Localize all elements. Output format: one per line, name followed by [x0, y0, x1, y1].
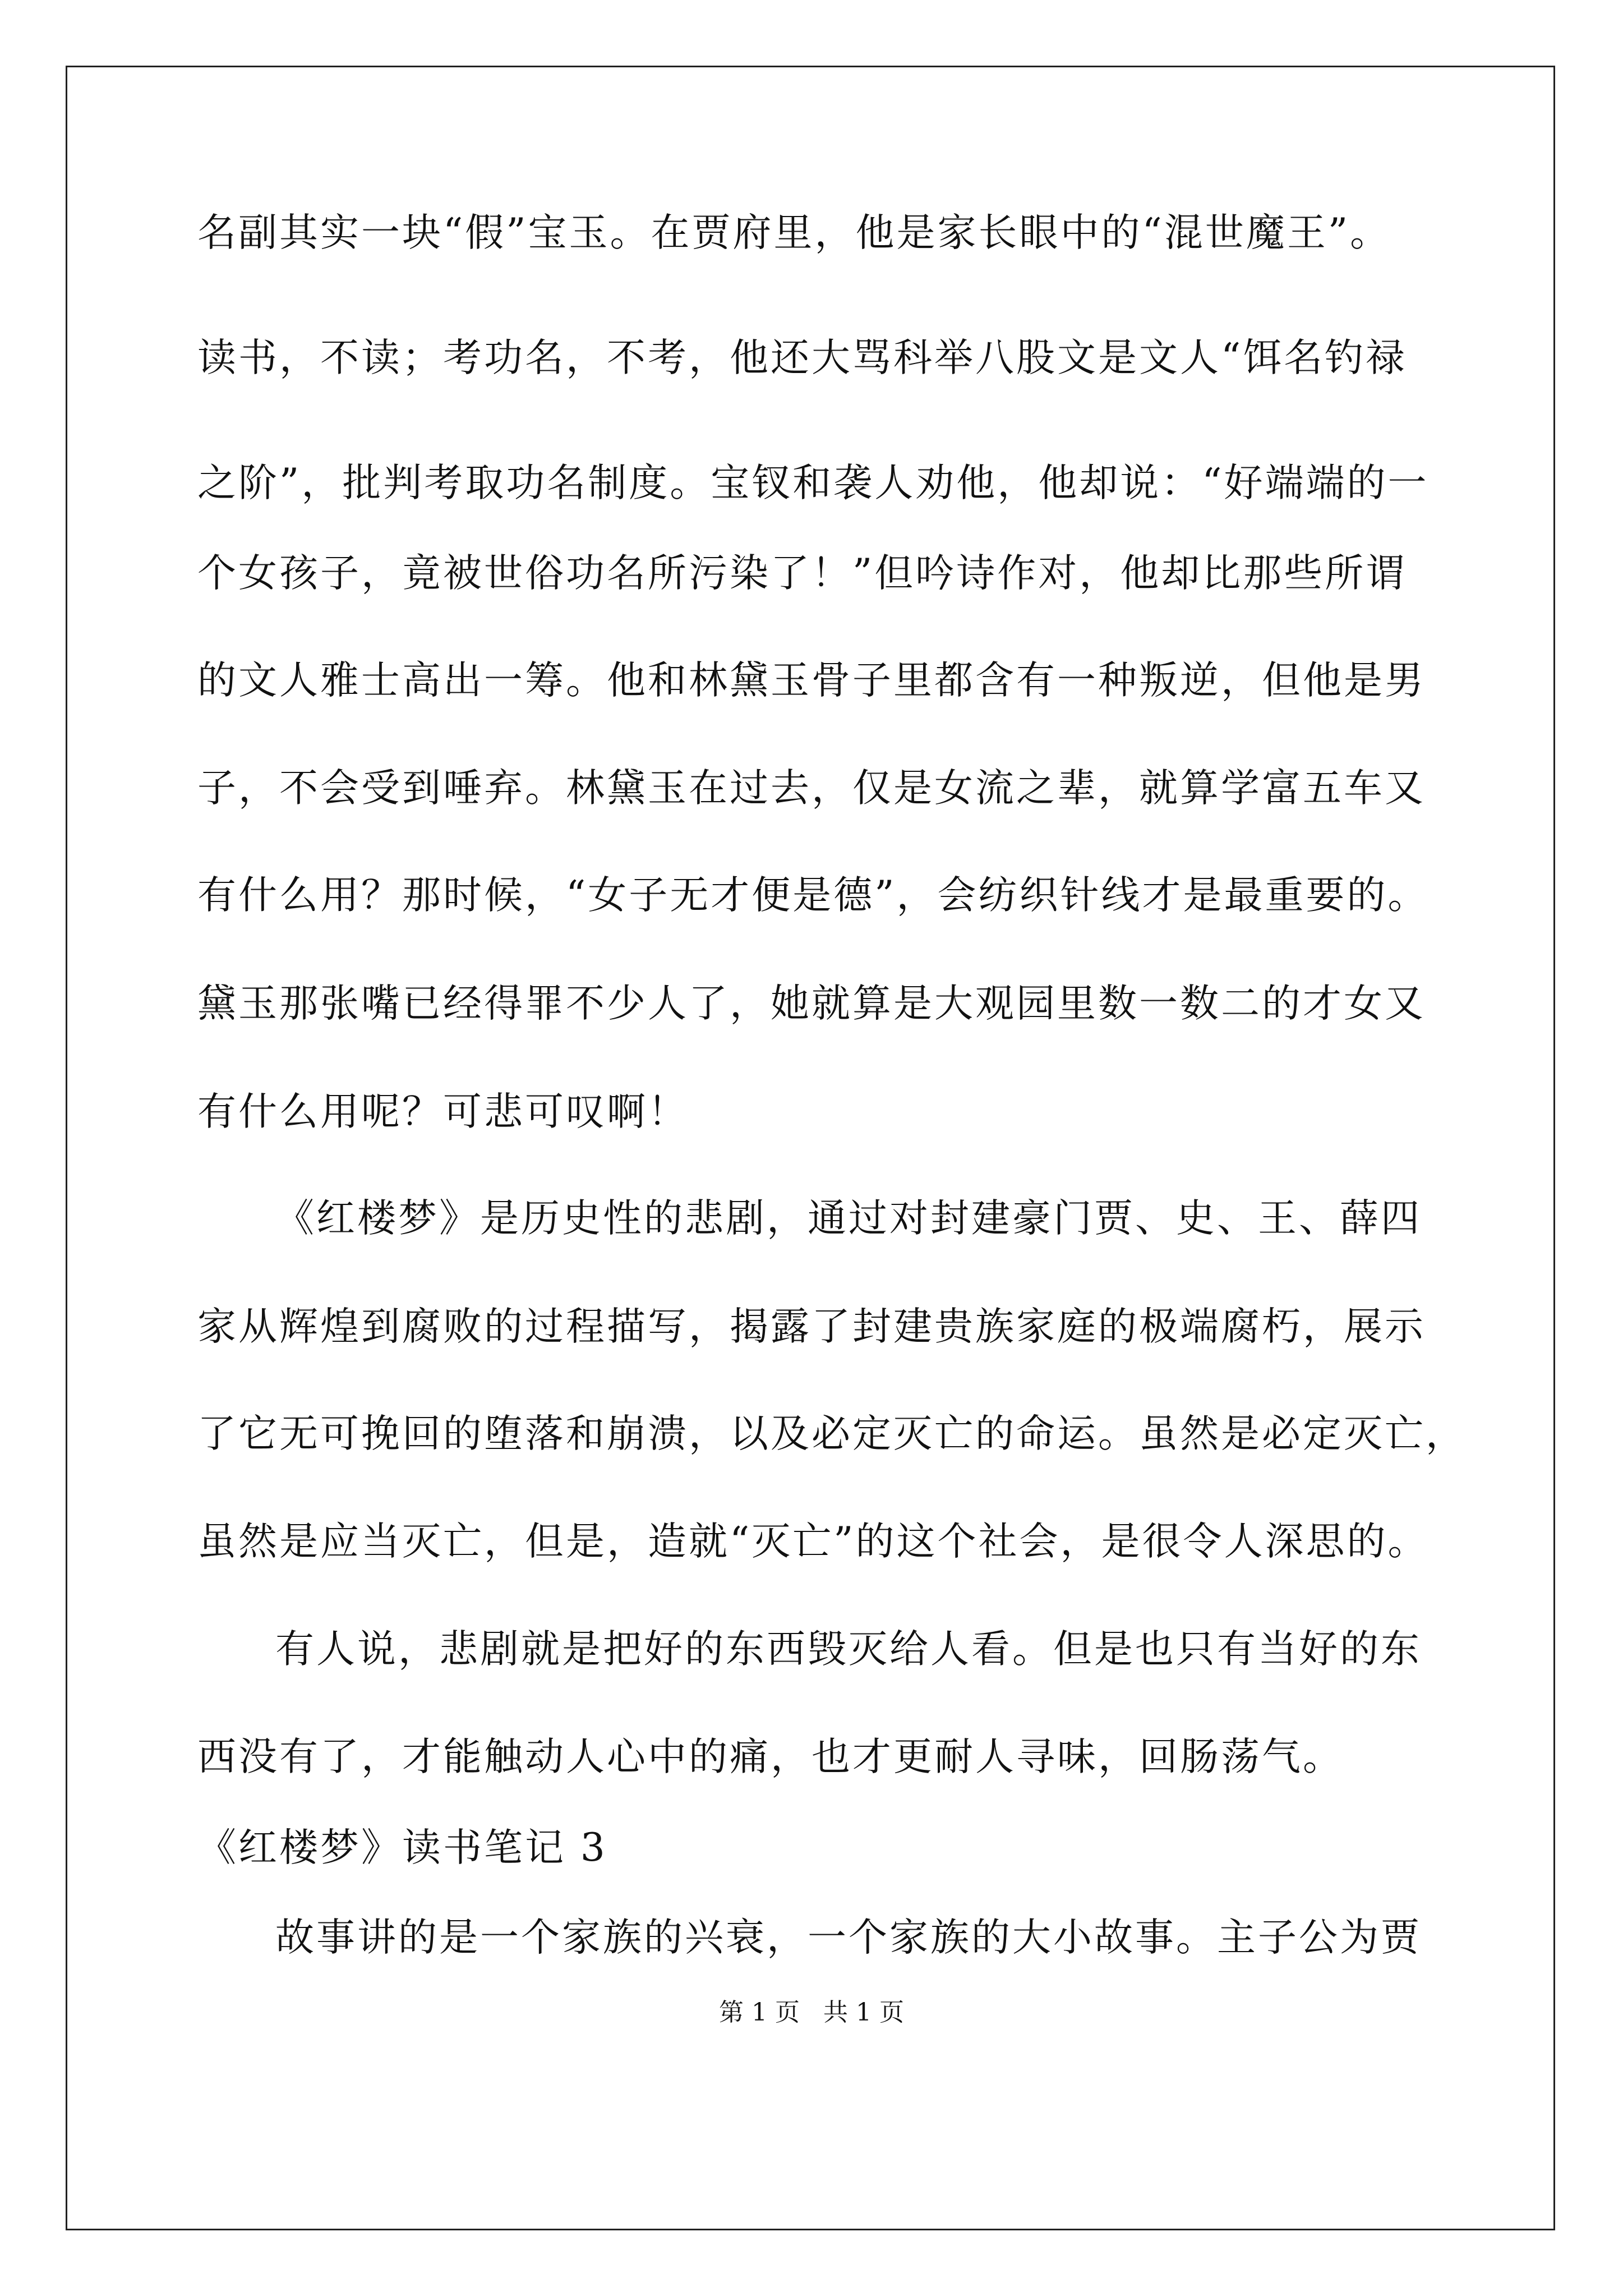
page-total: 共 1 页	[823, 1998, 904, 2027]
text-line: 之阶”，批判考取功名制度。宝钗和袭人劝他，他却说：“好端端的一	[197, 461, 1429, 505]
page-footer	[0, 1997, 1623, 2028]
text-line: 个女孩子，竟被世俗功名所污染了！”但吟诗作对，他却比那些所谓	[197, 551, 1407, 596]
page-number: 第 1 页	[719, 1998, 800, 2027]
text-line: 故事讲的是一个家族的兴衰，一个家族的大小故事。主子公为贾	[275, 1915, 1422, 1960]
section-heading: 《红楼梦》读书笔记 3	[197, 1825, 607, 1870]
text-line: 家从辉煌到腐败的过程描写，揭露了封建贵族家庭的极端腐朽，展示	[197, 1304, 1426, 1349]
text-line: 有什么用？那时候，“女子无才便是德”，会纺织针线才是最重要的。	[197, 873, 1429, 918]
text-line: 子，不会受到唾弃。林黛玉在过去，仅是女流之辈，就算学富五车又	[197, 766, 1426, 811]
text-line: 读书，不读；考功名，不考，他还大骂科举八股文是文人“饵名钓禄	[197, 335, 1407, 380]
text-line: 有什么用呢？可悲可叹啊！	[197, 1089, 689, 1134]
text-line: 虽然是应当灭亡，但是，造就“灭亡”的这个社会，是很令人深思的。	[197, 1519, 1429, 1564]
text-line: 黛玉那张嘴已经得罪不少人了，她就算是大观园里数一数二的才女又	[197, 981, 1426, 1026]
text-line: 了它无可挽回的堕落和崩溃，以及必定灭亡的命运。虽然是必定灭亡，	[197, 1411, 1467, 1456]
page-border	[66, 66, 1555, 2230]
text-line: 有人说，悲剧就是把好的东西毁灭给人看。但是也只有当好的东	[275, 1627, 1422, 1672]
text-line: 西没有了，才能触动人心中的痛，也才更耐人寻味，回肠荡气。	[197, 1734, 1344, 1779]
text-line: 名副其实一块“假”宝玉。在贾府里，他是家长眼中的“混世魔王”。	[197, 210, 1391, 255]
text-line: 的文人雅士高出一筹。他和林黛玉骨子里都含有一种叛逆，但他是男	[197, 658, 1426, 703]
text-line: 《红楼梦》是历史性的悲剧，通过对封建豪门贾、史、王、薛四	[275, 1196, 1422, 1241]
